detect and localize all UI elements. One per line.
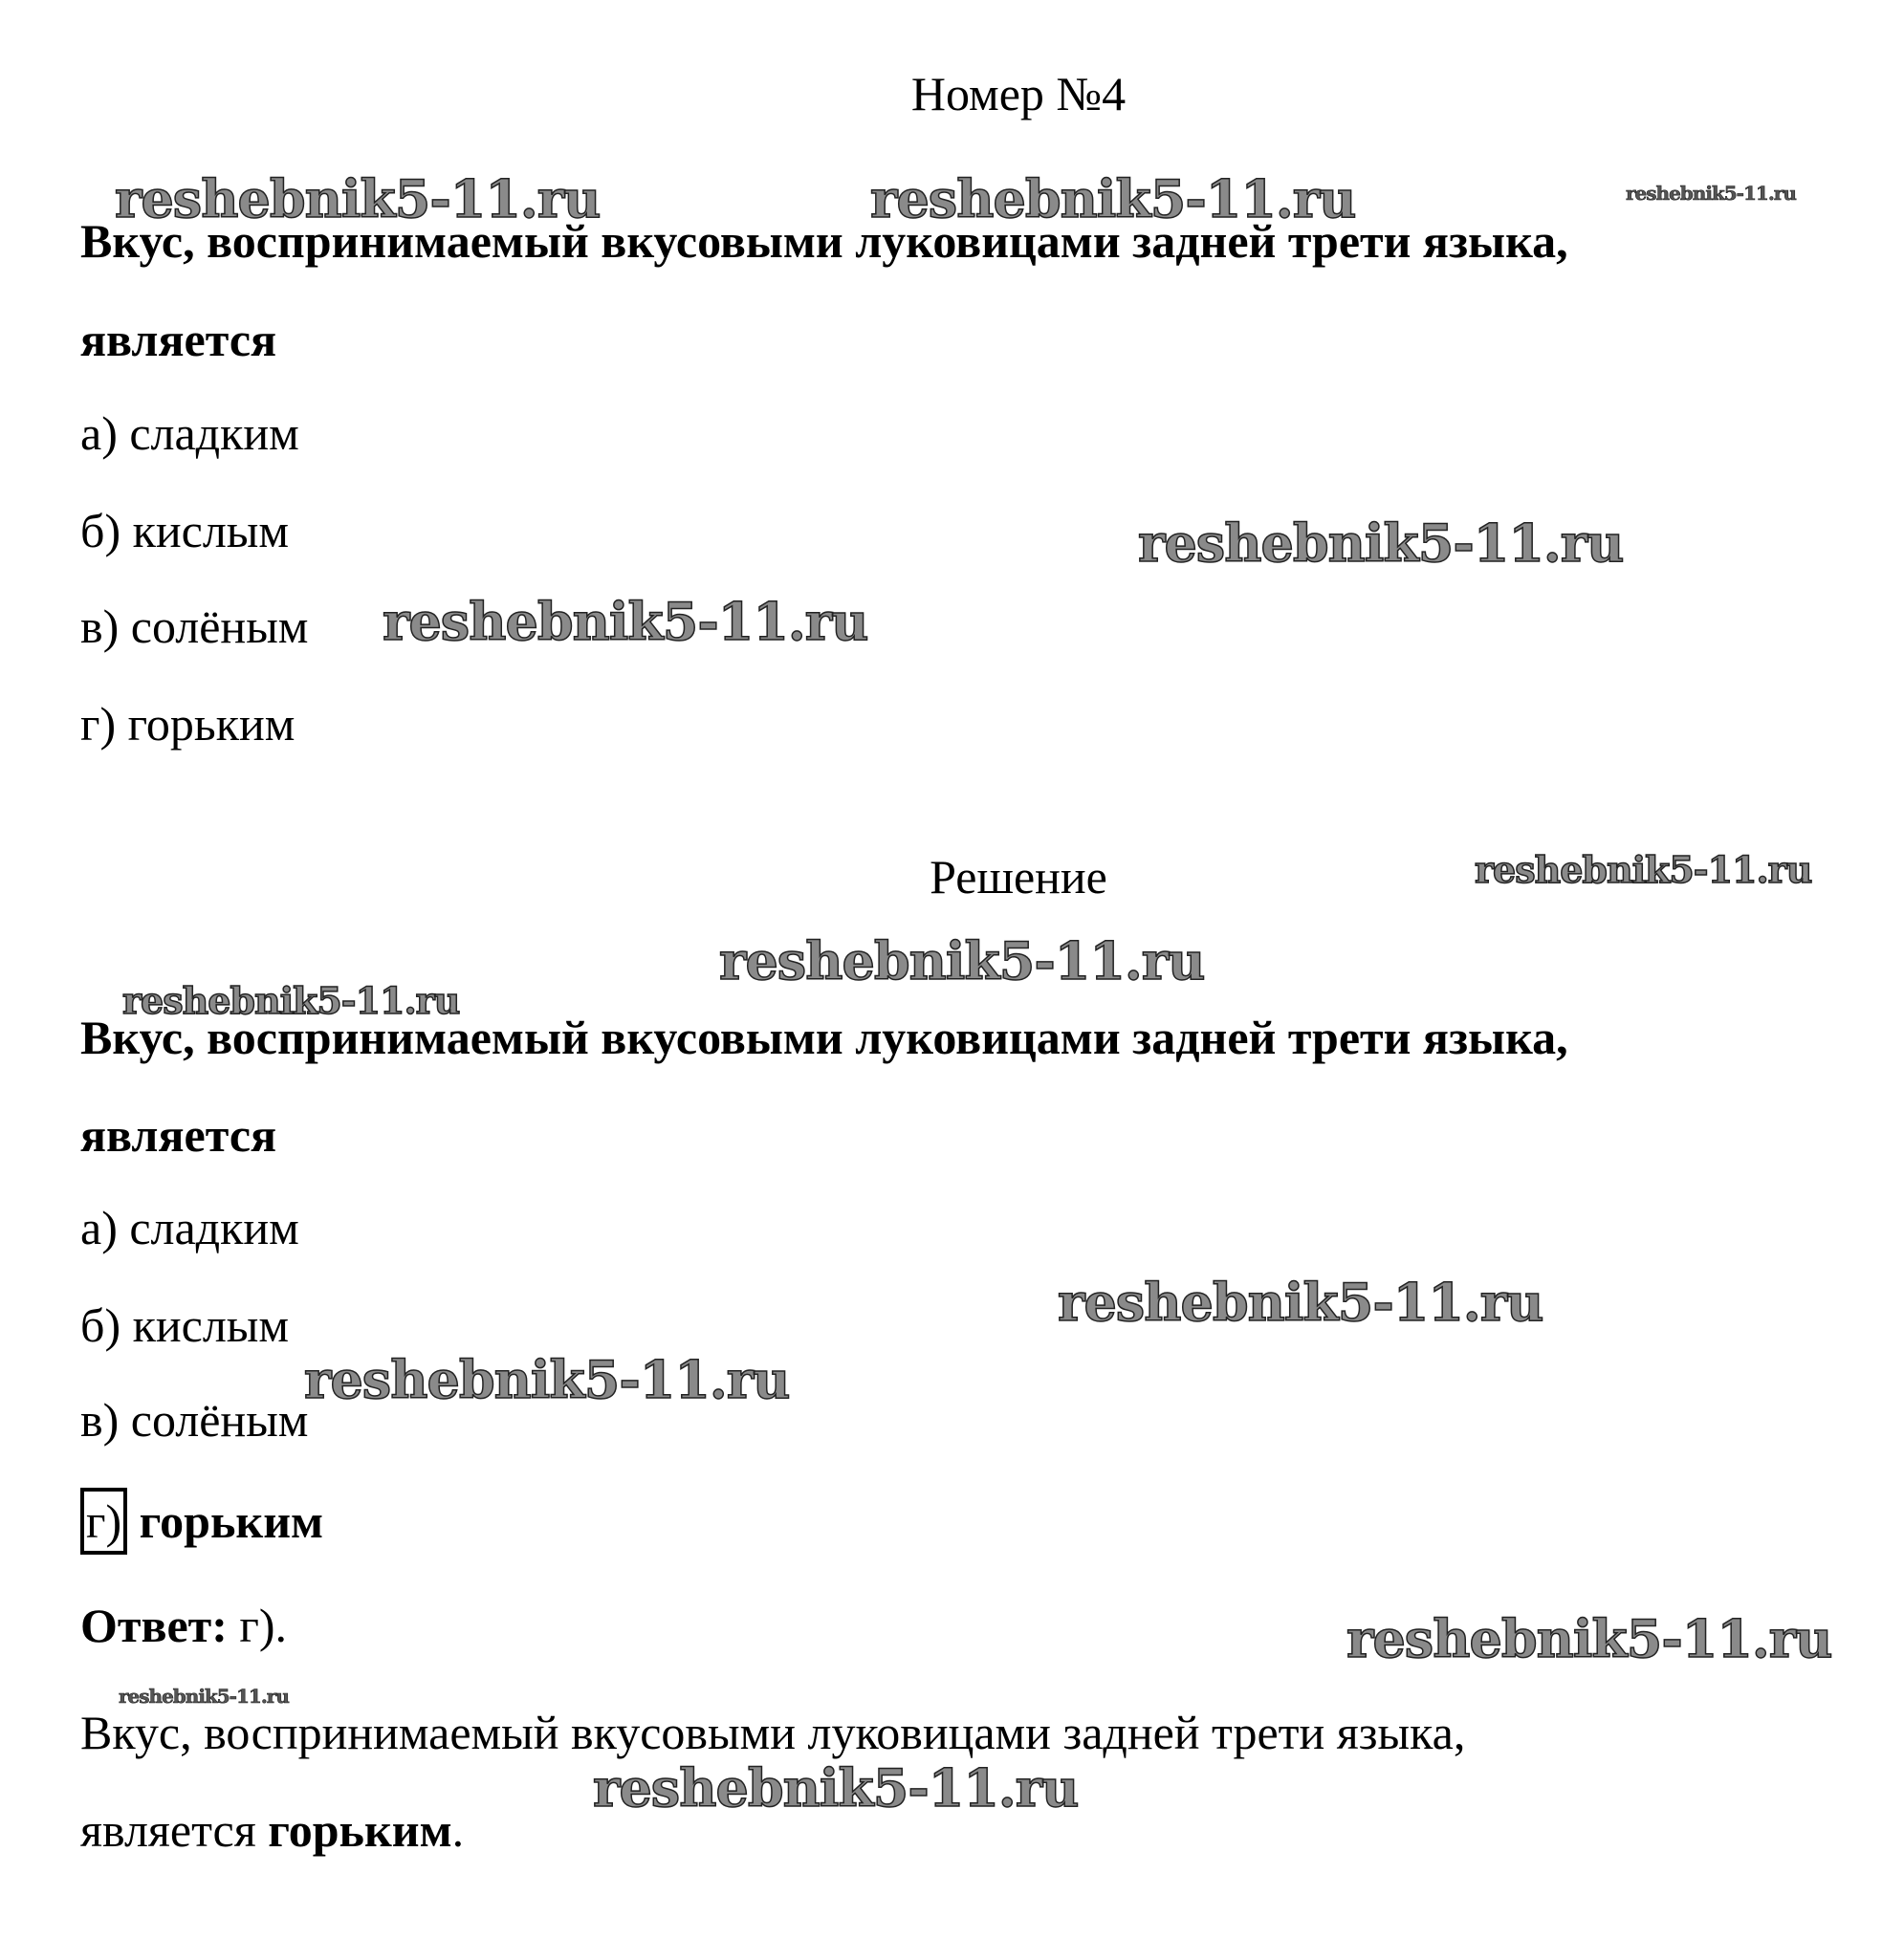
answer-line [80, 1597, 287, 1654]
watermark: reshebnik5-11.ru [870, 168, 1356, 229]
watermark: reshebnik5-11.ru [1058, 1272, 1543, 1333]
watermark: reshebnik5-11.ru [115, 168, 601, 229]
explanation-suffix: . [451, 1803, 465, 1857]
solution-text-line-2: является [80, 1108, 277, 1162]
watermark: reshebnik5-11.ru [304, 1349, 790, 1410]
question-option-b: б) кислым [80, 504, 290, 557]
watermark: reshebnik5-11.ru [1475, 848, 1812, 891]
solution-option-c: в) солёным [80, 1393, 309, 1447]
explanation-line-2 [80, 1801, 464, 1859]
question-text-line-2: является [80, 313, 277, 366]
answer-value: г). [227, 1599, 288, 1652]
watermark: reshebnik5-11.ru [383, 591, 868, 652]
watermark: reshebnik5-11.ru [593, 1757, 1079, 1819]
watermark: reshebnik5-11.ru [1346, 1608, 1832, 1669]
explanation-prefix: является [80, 1803, 269, 1857]
correct-option-text: горьким [139, 1494, 324, 1548]
watermark: reshebnik5-11.ru [719, 930, 1205, 991]
watermark: reshebnik5-11.ru [1138, 512, 1624, 574]
watermark: reshebnik5-11.ru [122, 979, 460, 1022]
page-title: Номер №4 [910, 67, 1127, 120]
question-option-a: а) сладким [80, 406, 299, 460]
solution-text-line-1: Вкус, воспринимаемый вкусовыми луковицами задней трети языка, [80, 1011, 1568, 1064]
answer-label: Ответ: [80, 1599, 228, 1652]
question-option-d: г) горьким [80, 697, 295, 751]
solution-option-b: б) кислым [80, 1298, 290, 1352]
watermark: reshebnik5-11.ru [1626, 182, 1796, 205]
solution-heading: Решение [930, 850, 1107, 904]
explanation-line-1: Вкус, воспринимаемый вкусовыми луковицами задней трети языка, [80, 1706, 1466, 1759]
question-text-line-1: Вкус, воспринимаемый вкусовыми луковицами задней трети языка, [80, 214, 1568, 268]
solution-correct-option [80, 1488, 323, 1555]
question-option-c: в) солёным [80, 599, 309, 653]
correct-option-marker: г) [80, 1488, 127, 1555]
explanation-bold-word: горьким [268, 1803, 452, 1857]
watermark: reshebnik5-11.ru [119, 1685, 289, 1708]
solution-option-a: а) сладким [80, 1201, 299, 1254]
